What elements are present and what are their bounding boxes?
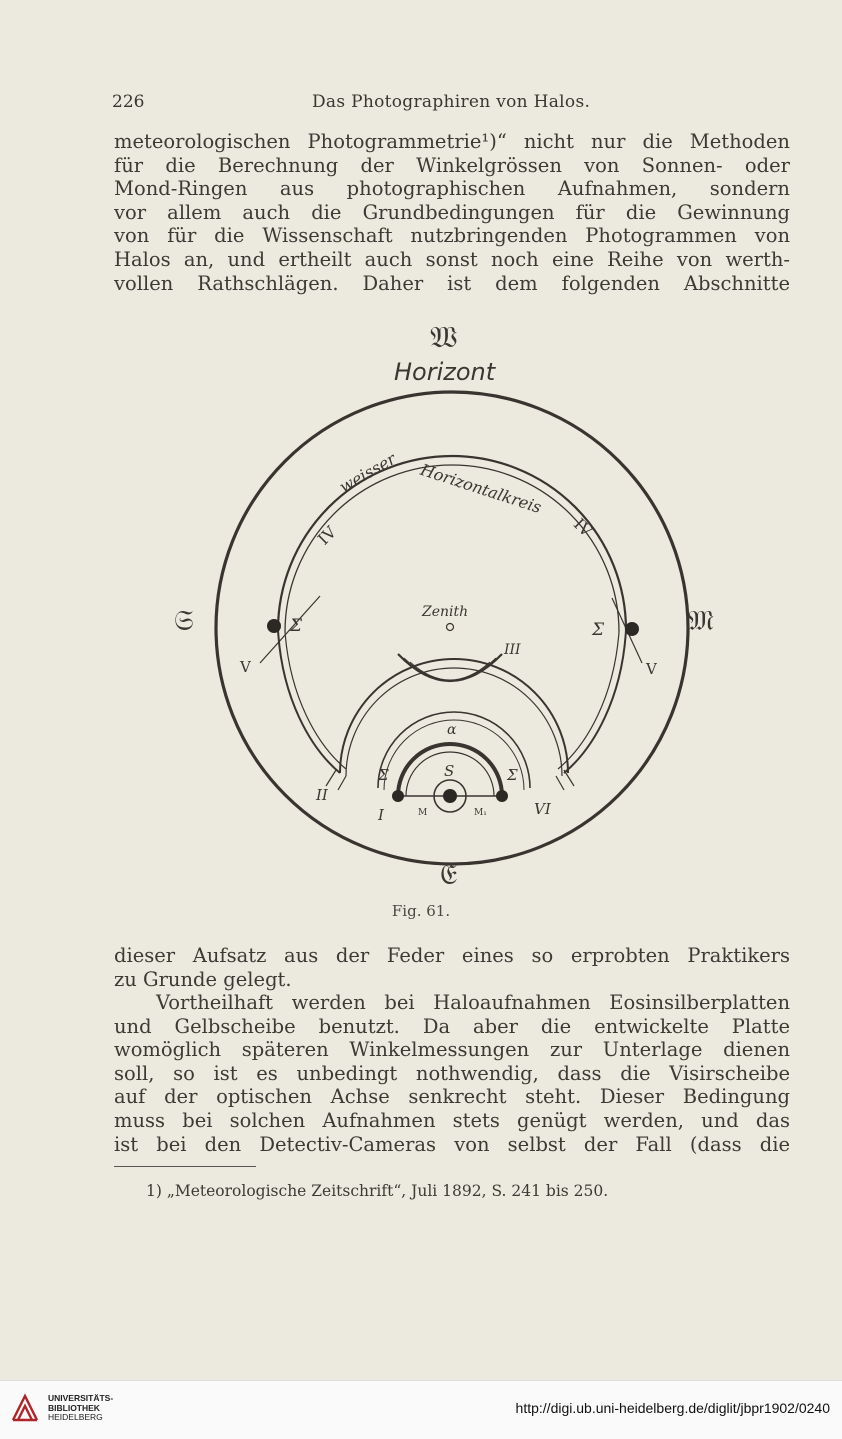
logo-line: BIBLIOTHEK [48, 1402, 100, 1413]
text-line: soll, so ist es unbedingt nothwendig, dass die Visirscheibe [114, 1061, 790, 1085]
horizon-label: Horizont [394, 358, 496, 386]
footer-bar [0, 1380, 842, 1439]
text-line: für die Berechnung der Winkelgrössen von Sonnen- oder [114, 153, 790, 177]
mock-sun-left [392, 790, 404, 802]
permalink-url[interactable]: http://digi.ub.uni-heidelberg.de/diglit/jbpr1902/0240 [515, 1400, 830, 1416]
west-mark: 𝔖 [174, 604, 194, 637]
running-title: Das Photographiren von Halos. [312, 92, 591, 112]
paragraph-bottom-1 [114, 944, 790, 991]
text-line: Vortheilhaft werden bei Haloaufnahmen Eosinsilberplatten [156, 991, 790, 1014]
label-S: S [444, 762, 455, 780]
parhelion-right [625, 622, 639, 636]
arc-label-left: weisser [336, 449, 400, 497]
zenith-label: Zenith [422, 604, 469, 620]
label-III: III [504, 642, 521, 658]
text-line: dieser Aufsatz aus der Feder eines so erprobten Praktikers [114, 944, 790, 967]
label-sigma-inner-left: Σ [378, 766, 389, 784]
page-number: 226 [112, 92, 145, 112]
label-M: M [418, 808, 428, 818]
label-sigma-inner-right: Σ [507, 766, 518, 784]
text-line: muss bei solchen Aufnahmen stets genügt werden, und das [114, 1108, 790, 1132]
label-sigma-left: Σ [290, 616, 303, 636]
label-VI: VI [534, 800, 551, 818]
arc-label-right: Horizontalkreis [418, 460, 544, 517]
text-line: Mond-Ringen aus photographischen Aufnahmen, sondern [114, 177, 790, 201]
footnote: 1) „Meteorologische Zeitschrift“, Juli 1892, S. 241 bis 250. [146, 1182, 609, 1200]
text-line: auf der optischen Achse senkrecht steht. Dieser Bedingung [114, 1085, 790, 1109]
logo-line: HEIDELBERG [48, 1412, 103, 1422]
logo-line: UNIVERSITÄTS- [48, 1393, 114, 1403]
north-mark: 𝔚 [430, 320, 458, 355]
page-header [112, 92, 792, 116]
label-IV-left: IV [313, 522, 340, 549]
library-logo-text [48, 1394, 113, 1423]
south-mark: 𝔈 [440, 858, 458, 891]
halo-figure [160, 318, 730, 918]
text-line: vor allem auch die Grundbedingungen für die Gewinnung [114, 200, 790, 224]
label-I: I [378, 806, 384, 824]
paragraph-top [114, 130, 790, 295]
library-logo-icon [10, 1393, 40, 1423]
parhelion-left [267, 619, 281, 633]
east-mark: 𝔐 [688, 604, 714, 637]
zenith-point [447, 624, 454, 631]
text-line: womöglich späteren Winkelmessungen zur Unterlage dienen [114, 1038, 790, 1062]
text-line: meteorologischen Photogrammetrie¹)“ nicht nur die Methoden [114, 130, 790, 153]
sun-center [443, 789, 457, 803]
text-line: zu Grunde gelegt. [114, 967, 292, 991]
text-line: vollen Rathschlägen. Daher ist dem folgenden Abschnitte [114, 271, 790, 295]
paragraph-bottom-2 [114, 991, 790, 1156]
footnote-rule [114, 1166, 256, 1167]
label-sigma-right: Σ [592, 620, 605, 640]
label-alpha: α [447, 722, 457, 738]
label-IV-right: IV [569, 514, 596, 541]
halo-ring-22 [340, 659, 568, 773]
figure-caption: Fig. 61. [391, 902, 451, 920]
label-V-left: V [240, 658, 251, 676]
text-line: und Gelbscheibe benutzt. Da aber die entwickelte Platte [114, 1014, 790, 1038]
label-M1: M₁ [474, 808, 487, 818]
label-V-right: V [646, 660, 657, 678]
text-line: Halos an, und ertheilt auch sonst noch eine Reihe von werth- [114, 247, 790, 271]
label-II: II [316, 786, 328, 804]
text-line: von für die Wissenschaft nutzbringenden Photogrammen von [114, 224, 790, 248]
mock-sun-right [496, 790, 508, 802]
text-line: ist bei den Detectiv-Cameras von selbst der Fall (dass die [114, 1132, 790, 1156]
